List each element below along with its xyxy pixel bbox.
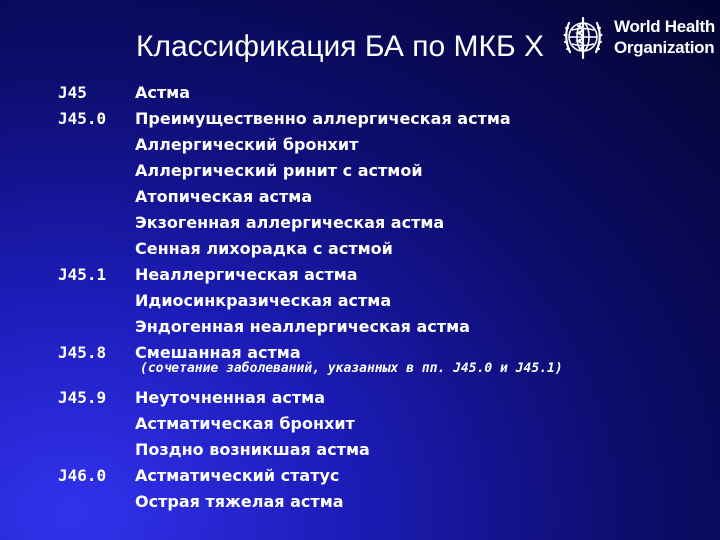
classification-row: [0, 106, 720, 132]
diagnosis-term: Острая тяжелая астма: [135, 492, 344, 511]
classification-row: [0, 80, 720, 106]
diagnosis-term: Неуточненная астма: [135, 388, 326, 407]
icd-code: J45.8: [58, 343, 107, 362]
diagnosis-term: Преимущественно аллергическая астма: [135, 109, 511, 128]
diagnosis-term: Астма: [135, 83, 191, 102]
who-logo-text-line2: Organization: [614, 38, 715, 57]
classification-row: [0, 385, 720, 411]
classification-row: [0, 411, 720, 437]
diagnosis-term: Астматический статус: [135, 466, 340, 485]
classification-row: [0, 132, 720, 158]
classification-row: [0, 210, 720, 236]
who-logo-text: [614, 16, 715, 58]
classification-row: [0, 314, 720, 340]
diagnosis-term: Аллергический ринит с астмой: [135, 161, 423, 180]
diagnosis-term: Астматическая бронхит: [135, 414, 355, 433]
diagnosis-term: Неаллергическая астма: [135, 265, 358, 284]
icd-code: J45.0: [58, 109, 107, 128]
classification-row: [0, 236, 720, 262]
mixed-asthma-note: (сочетание заболеваний, указанных в пп. J45.0 и J45.1): [140, 361, 563, 376]
icd-code: J45.9: [58, 388, 107, 407]
icd-code: J46.0: [58, 466, 107, 485]
diagnosis-term: Экзогенная аллергическая астма: [135, 213, 445, 232]
classification-row: [0, 288, 720, 314]
diagnosis-term: Атопическая астма: [135, 187, 313, 206]
classification-row: [0, 158, 720, 184]
icd-code: J45: [58, 83, 87, 102]
classification-row: [0, 489, 720, 515]
diagnosis-term: Эндогенная неаллергическая астма: [135, 317, 470, 336]
diagnosis-term: Сенная лихорадка с астмой: [135, 239, 393, 258]
who-logo: [560, 12, 715, 62]
classification-row: [0, 463, 720, 489]
classification-row: [0, 262, 720, 288]
diagnosis-term: Смешанная астма: [135, 343, 301, 362]
diagnosis-term: Поздно возникшая астма: [135, 440, 370, 459]
classification-row: [0, 437, 720, 463]
diagnosis-term: Аллергический бронхит: [135, 135, 359, 154]
who-logo-text-line1: World Health: [614, 17, 715, 36]
who-emblem-icon: [560, 14, 606, 60]
classification-row: [0, 184, 720, 210]
slide-title: Классификация БА по МКБ X: [136, 30, 544, 63]
diagnosis-term: Идиосинкразическая астма: [135, 291, 392, 310]
icd-code: J45.1: [58, 265, 107, 284]
